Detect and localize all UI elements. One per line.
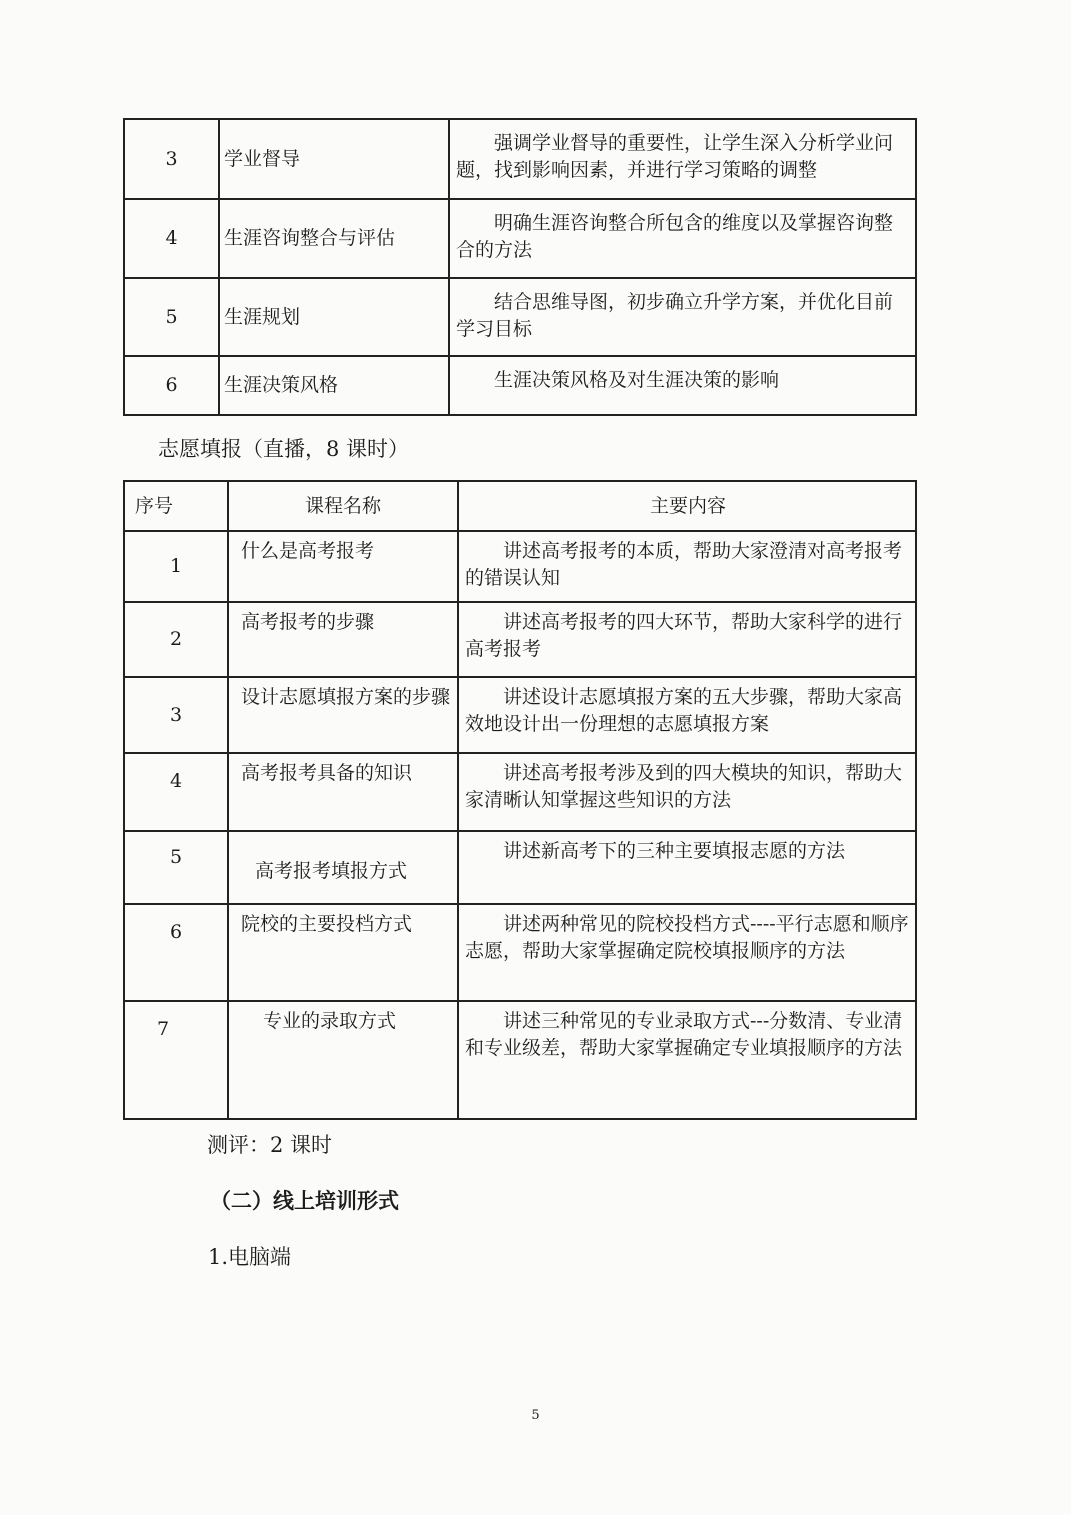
course-content: 结合思维导图，初步确立升学方案，并优化目前学习目标: [449, 278, 916, 356]
table-row: [124, 199, 916, 278]
row-number: 4: [124, 753, 228, 831]
course-content: 讲述两种常见的院校投档方式----平行志愿和顺序志愿，帮助大家掌握确定院校填报顺序的方法: [458, 904, 916, 1001]
course-name: 专业的录取方式: [228, 1001, 458, 1119]
table-row: [124, 278, 916, 356]
course-name: 高考报考的步骤: [228, 602, 458, 677]
row-number: 3: [124, 119, 219, 199]
table-row: [124, 1001, 916, 1119]
header-content: 主要内容: [458, 481, 916, 531]
table-row: [124, 831, 916, 904]
course-name: 生涯咨询整合与评估: [219, 199, 449, 278]
course-content: 生涯决策风格及对生涯决策的影响: [449, 356, 916, 415]
table-row: [124, 602, 916, 677]
row-number: 5: [124, 831, 228, 904]
course-content: 讲述新高考下的三种主要填报志愿的方法: [458, 831, 916, 904]
course-name: 设计志愿填报方案的步骤: [228, 677, 458, 753]
career-course-table: [123, 118, 917, 416]
course-content: 讲述设计志愿填报方案的五大步骤，帮助大家高效地设计出一份理想的志愿填报方案: [458, 677, 916, 753]
header-number: 序号: [124, 481, 228, 531]
row-number: 7: [124, 1001, 228, 1119]
row-number: 4: [124, 199, 219, 278]
row-number: 3: [124, 677, 228, 753]
ceping-text: 测评：2 课时: [207, 1133, 333, 1157]
course-name: 高考报考填报方式: [228, 831, 458, 904]
course-name: 生涯决策风格: [219, 356, 449, 415]
course-content: 明确生涯咨询整合所包含的维度以及掌握咨询整合的方法: [449, 199, 916, 278]
table-row: [124, 904, 916, 1001]
course-name: 高考报考具备的知识: [228, 753, 458, 831]
course-name: 学业督导: [219, 119, 449, 199]
row-number: 6: [124, 356, 219, 415]
course-content: 强调学业督导的重要性，让学生深入分析学业问题，找到影响因素，并进行学习策略的调整: [449, 119, 916, 199]
page-number: 5: [531, 1408, 540, 1423]
table-row: [124, 753, 916, 831]
course-name: 院校的主要投档方式: [228, 904, 458, 1001]
table-header-row: [124, 481, 916, 531]
table-row: [124, 356, 916, 415]
course-content: 讲述高考报考的四大环节，帮助大家科学的进行高考报考: [458, 602, 916, 677]
course-name: 生涯规划: [219, 278, 449, 356]
row-number: 2: [124, 602, 228, 677]
course-content: 讲述三种常见的专业录取方式---分数清、专业清和专业级差，帮助大家掌握确定专业填报顺序的方法: [458, 1001, 916, 1119]
course-content: 讲述高考报考涉及到的四大模块的知识，帮助大家清晰认知掌握这些知识的方法: [458, 753, 916, 831]
table-row: [124, 531, 916, 602]
table-row: [124, 677, 916, 753]
application-course-table: [123, 480, 917, 1120]
list-item-desktop: 1.电脑端: [208, 1245, 292, 1269]
table-row: [124, 119, 916, 199]
header-course-name: 课程名称: [228, 481, 458, 531]
section-heading-online-training: （二）线上培训形式: [210, 1189, 399, 1213]
course-name: 什么是高考报考: [228, 531, 458, 602]
row-number: 1: [124, 531, 228, 602]
course-content: 讲述高考报考的本质，帮助大家澄清对高考报考的错误认知: [458, 531, 916, 602]
row-number: 5: [124, 278, 219, 356]
row-number: 6: [124, 904, 228, 1001]
section-title-zhiyuan: 志愿填报（直播，8 课时）: [158, 437, 410, 461]
